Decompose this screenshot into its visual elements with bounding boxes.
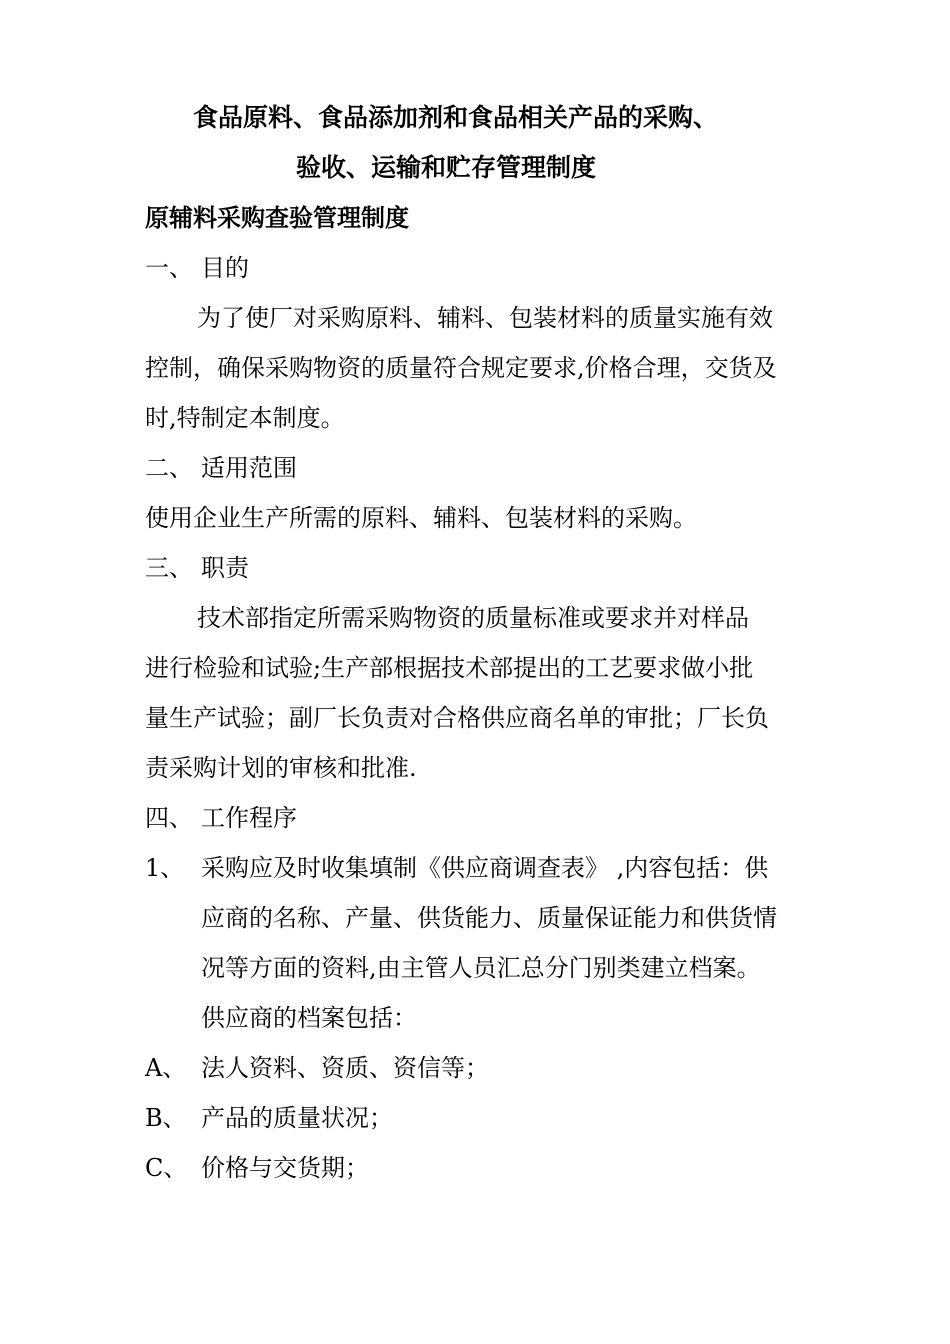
procedure-item-1-line-3: 况等方面的资料,由主管人员汇总分门别类建立档案。 <box>201 954 761 982</box>
procedure-item-1-line-2: 应商的名称、产量、供货能力、质量保证能力和供货情 <box>201 904 777 932</box>
sub-item-a-text: 法人资料、资质、资信等； <box>201 1054 489 1082</box>
procedure-item-1-line-1: 采购应及时收集填制《供应商调查表》 ,内容包括：供 <box>201 854 769 882</box>
document-title-line-1: 食品原料、食品添加剂和食品相关产品的采购、 <box>193 103 719 132</box>
section-3-number: 三、 <box>145 554 193 582</box>
section-2-heading: 适用范围 <box>201 454 297 482</box>
section-3-body-line-1: 技术部指定所需采购物资的质量标准或要求并对样品 <box>197 604 749 632</box>
document-title-line-2: 验收、运输和贮存管理制度 <box>296 153 597 182</box>
sub-item-c-text: 价格与交货期； <box>201 1154 369 1182</box>
section-1-number: 一、 <box>145 254 193 282</box>
subtitle: 原辅料采购查验管理制度 <box>145 203 409 232</box>
procedure-item-1-line-4: 供应商的档案包括： <box>201 1004 417 1032</box>
sub-item-b-marker: B、 <box>145 1104 187 1132</box>
section-3-body-line-2: 进行检验和试验;生产部根据技术部提出的工艺要求做小批 <box>145 654 754 682</box>
section-4-heading: 工作程序 <box>201 804 297 832</box>
sub-item-a-marker: A、 <box>145 1054 187 1082</box>
section-1-body-line-2: 控制，确保采购物资的质量符合规定要求,价格合理，交货及 <box>145 354 777 382</box>
section-4-number: 四、 <box>145 804 193 832</box>
section-2-number: 二、 <box>145 454 193 482</box>
section-3-body-line-4: 责采购计划的审核和批准. <box>145 754 417 782</box>
section-2-body-line-1: 使用企业生产所需的原料、辅料、包装材料的采购。 <box>145 504 697 532</box>
section-1-heading: 目的 <box>201 254 249 282</box>
section-3-heading: 职责 <box>201 554 249 582</box>
sub-item-c-marker: C、 <box>145 1154 188 1182</box>
section-3-body-line-3: 量生产试验；副厂长负责对合格供应商名单的审批；厂长负 <box>145 704 769 732</box>
section-1-body-line-3: 时,特制定本制度。 <box>145 404 345 432</box>
sub-item-b-text: 产品的质量状况； <box>201 1104 393 1132</box>
section-1-body-line-1: 为了使厂对采购原料、辅料、包装材料的质量实施有效 <box>197 304 773 332</box>
procedure-item-1-number: 1、 <box>145 854 185 882</box>
